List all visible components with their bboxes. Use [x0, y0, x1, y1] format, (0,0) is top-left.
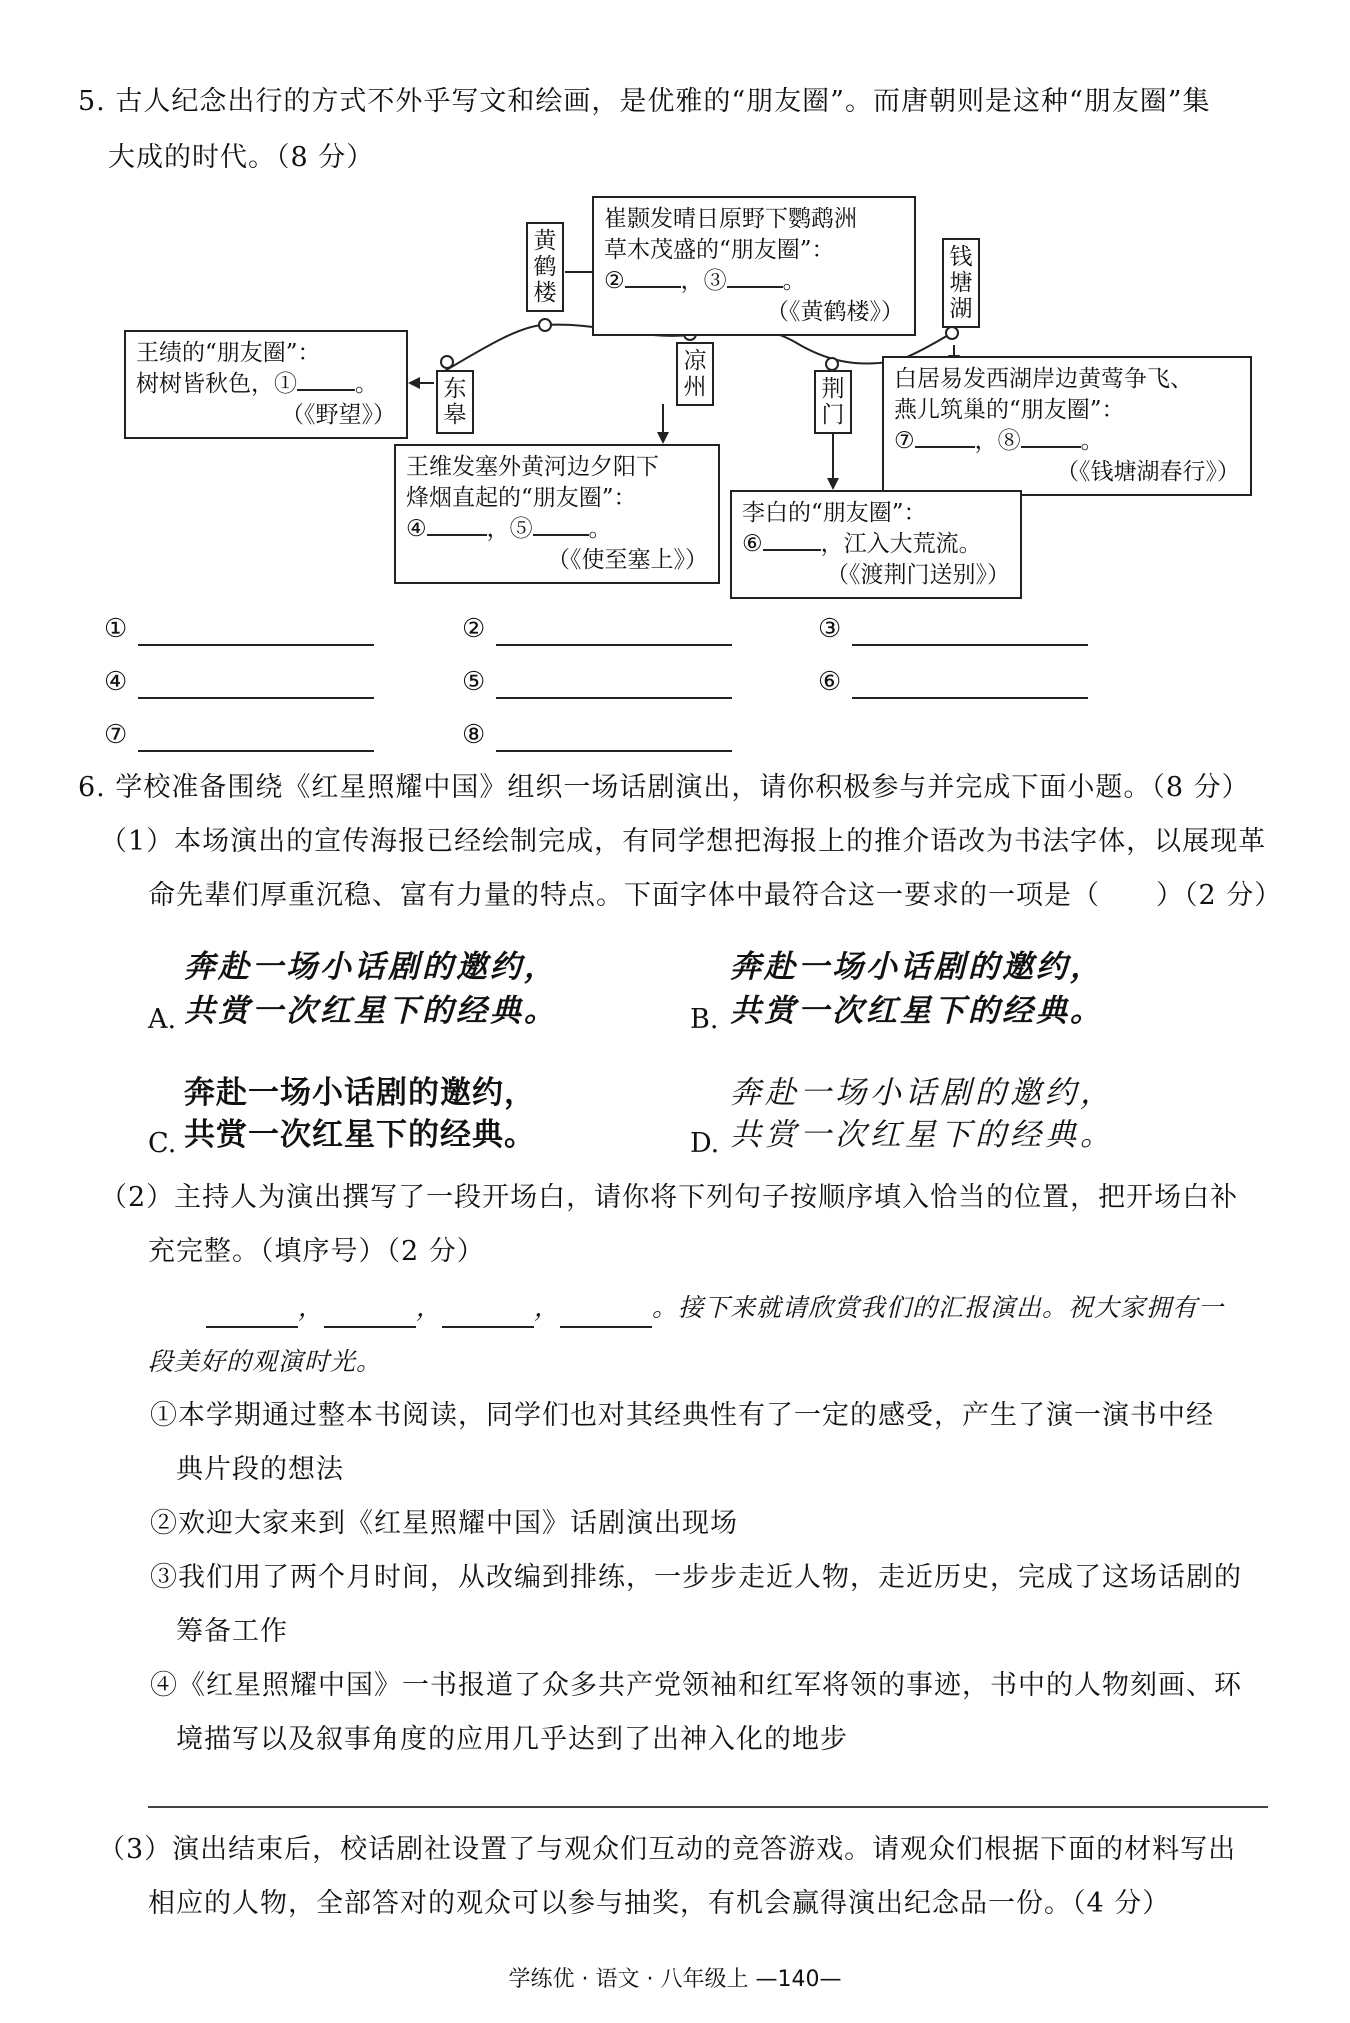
- sentence-3-line-1: ③我们用了两个月时间，从改编到排练，一步步走近人物，走近历史，完成了这场话剧的: [150, 1562, 1242, 1593]
- option-c-label: C.: [148, 1128, 177, 1159]
- answer-blank-2[interactable]: ②: [462, 612, 732, 646]
- q6-part1-line-2: 命先辈们厚重沉稳、富有力量的特点。下面字体中最符合这一要求的一项是（ ）（2 分）: [148, 880, 1283, 911]
- sentence-4-line-2: 境描写以及叙事角度的应用几乎达到了出神入化的地步: [176, 1724, 848, 1755]
- box-li-bai: 李白的“朋友圈”： ⑥ ，江入大荒流。 （《渡荆门送别》）: [730, 490, 1022, 599]
- fill-blank-4[interactable]: [560, 1300, 652, 1328]
- opening-fill-line-2: 段美好的观演时光。: [148, 1347, 383, 1376]
- answer-blank-6[interactable]: ⑥: [818, 665, 1088, 699]
- box-cui-hao: 崔颢发晴日原野下鹦鹉洲 草木茂盛的“朋友圈”： ② ，③ 。 （《黄鹤楼》）: [592, 196, 916, 336]
- answer-blank-1[interactable]: ①: [104, 612, 374, 646]
- sentence-2: ②欢迎大家来到《红星照耀中国》话剧演出现场: [150, 1508, 738, 1539]
- q6-part1-line-1: （1）本场演出的宣传海报已经绘制完成，有同学想把海报上的推介语改为书法字体，以展现革: [100, 826, 1267, 857]
- option-b-line-1: 奔赴一场小话剧的邀约，: [730, 949, 1104, 985]
- option-d-label: D.: [690, 1128, 720, 1159]
- sentence-1-line-2: 典片段的想法: [176, 1454, 344, 1485]
- place-huanghelou: 黄 鹤 楼: [526, 222, 564, 312]
- option-d-line-2: 共赏一次红星下的经典。: [730, 1117, 1115, 1152]
- option-c-line-1: 奔赴一场小话剧的邀约，: [184, 1075, 536, 1111]
- sentence-3-line-2: 筹备工作: [176, 1616, 288, 1647]
- box-wang-ji: 王绩的“朋友圈”： 树树皆秋色，① 。 （《野望》）: [124, 330, 408, 439]
- q6-part2-line-1: （2）主持人为演出撰写了一段开场白，请你将下列句子按顺序填入恰当的位置，把开场白补: [100, 1182, 1239, 1213]
- answer-line[interactable]: [148, 1806, 1268, 1808]
- fill-blank-1[interactable]: [206, 1300, 298, 1328]
- option-a-label: A.: [148, 1004, 177, 1035]
- fill-blank-2[interactable]: [324, 1300, 416, 1328]
- option-d-line-1: 奔赴一场小话剧的邀约，: [730, 1075, 1115, 1110]
- place-jingmen: 荆 门: [814, 370, 852, 434]
- opening-fill-line: ， ， ， 。接下来就请欣赏我们的汇报演出。祝大家拥有一: [206, 1288, 1224, 1328]
- page-footer: 学练优 · 语文 · 八年级上 —140—: [508, 1967, 842, 1992]
- sentence-1-line-1: ①本学期通过整本书阅读，同学们也对其经典性有了一定的感受，产生了演一演书中经: [150, 1400, 1214, 1431]
- answer-blank-4[interactable]: ④: [104, 665, 374, 699]
- q5-line-1: 5. 古人纪念出行的方式不外乎写文和绘画，是优雅的“朋友圈”。而唐朝则是这种“朋友圈”集: [78, 86, 1211, 117]
- option-b-label: B.: [690, 1004, 719, 1035]
- answer-blank-3[interactable]: ③: [818, 612, 1088, 646]
- box-wang-wei: 王维发塞外黄河边夕阳下 烽烟直起的“朋友圈”： ④ ，⑤ 。 （《使至塞上》）: [394, 444, 720, 584]
- box-bai-juyi: 白居易发西湖岸边黄莺争飞、 燕儿筑巢的“朋友圈”： ⑦ ，⑧ 。 （《钱塘湖春行》）: [882, 356, 1252, 496]
- option-a-line-1: 奔赴一场小话剧的邀约，: [184, 949, 558, 985]
- sentence-4-line-1: ④《红星照耀中国》一书报道了众多共产党领袖和红军将领的事迹，书中的人物刻画、环: [150, 1670, 1242, 1701]
- q5-line-2: 大成的时代。（8 分）: [108, 142, 375, 173]
- answer-blank-5[interactable]: ⑤: [462, 665, 732, 699]
- place-qiantanghu: 钱 塘 湖: [942, 238, 980, 328]
- option-a-line-2: 共赏一次红星下的经典。: [184, 993, 558, 1029]
- option-b-line-2: 共赏一次红星下的经典。: [730, 993, 1104, 1029]
- answer-blank-7[interactable]: ⑦: [104, 718, 374, 752]
- q6-part3-line-2: 相应的人物，全部答对的观众可以参与抽奖，有机会赢得演出纪念品一份。（4 分）: [148, 1888, 1171, 1919]
- fill-blank-3[interactable]: [442, 1300, 534, 1328]
- q6-part3-line-1: （3）演出结束后，校话剧社设置了与观众们互动的竞答游戏。请观众们根据下面的材料写出: [98, 1834, 1237, 1865]
- answer-blank-8[interactable]: ⑧: [462, 718, 732, 752]
- place-liangzhou: 凉 州: [676, 342, 714, 406]
- q6-part2-line-2: 充完整。（填序号）（2 分）: [148, 1236, 485, 1267]
- option-c-line-2: 共赏一次红星下的经典。: [184, 1117, 536, 1153]
- q6-stem: 6. 学校准备围绕《红星照耀中国》组织一场话剧演出，请你积极参与并完成下面小题。（8 分）: [78, 772, 1250, 803]
- place-donggao: 东 皋: [436, 370, 474, 434]
